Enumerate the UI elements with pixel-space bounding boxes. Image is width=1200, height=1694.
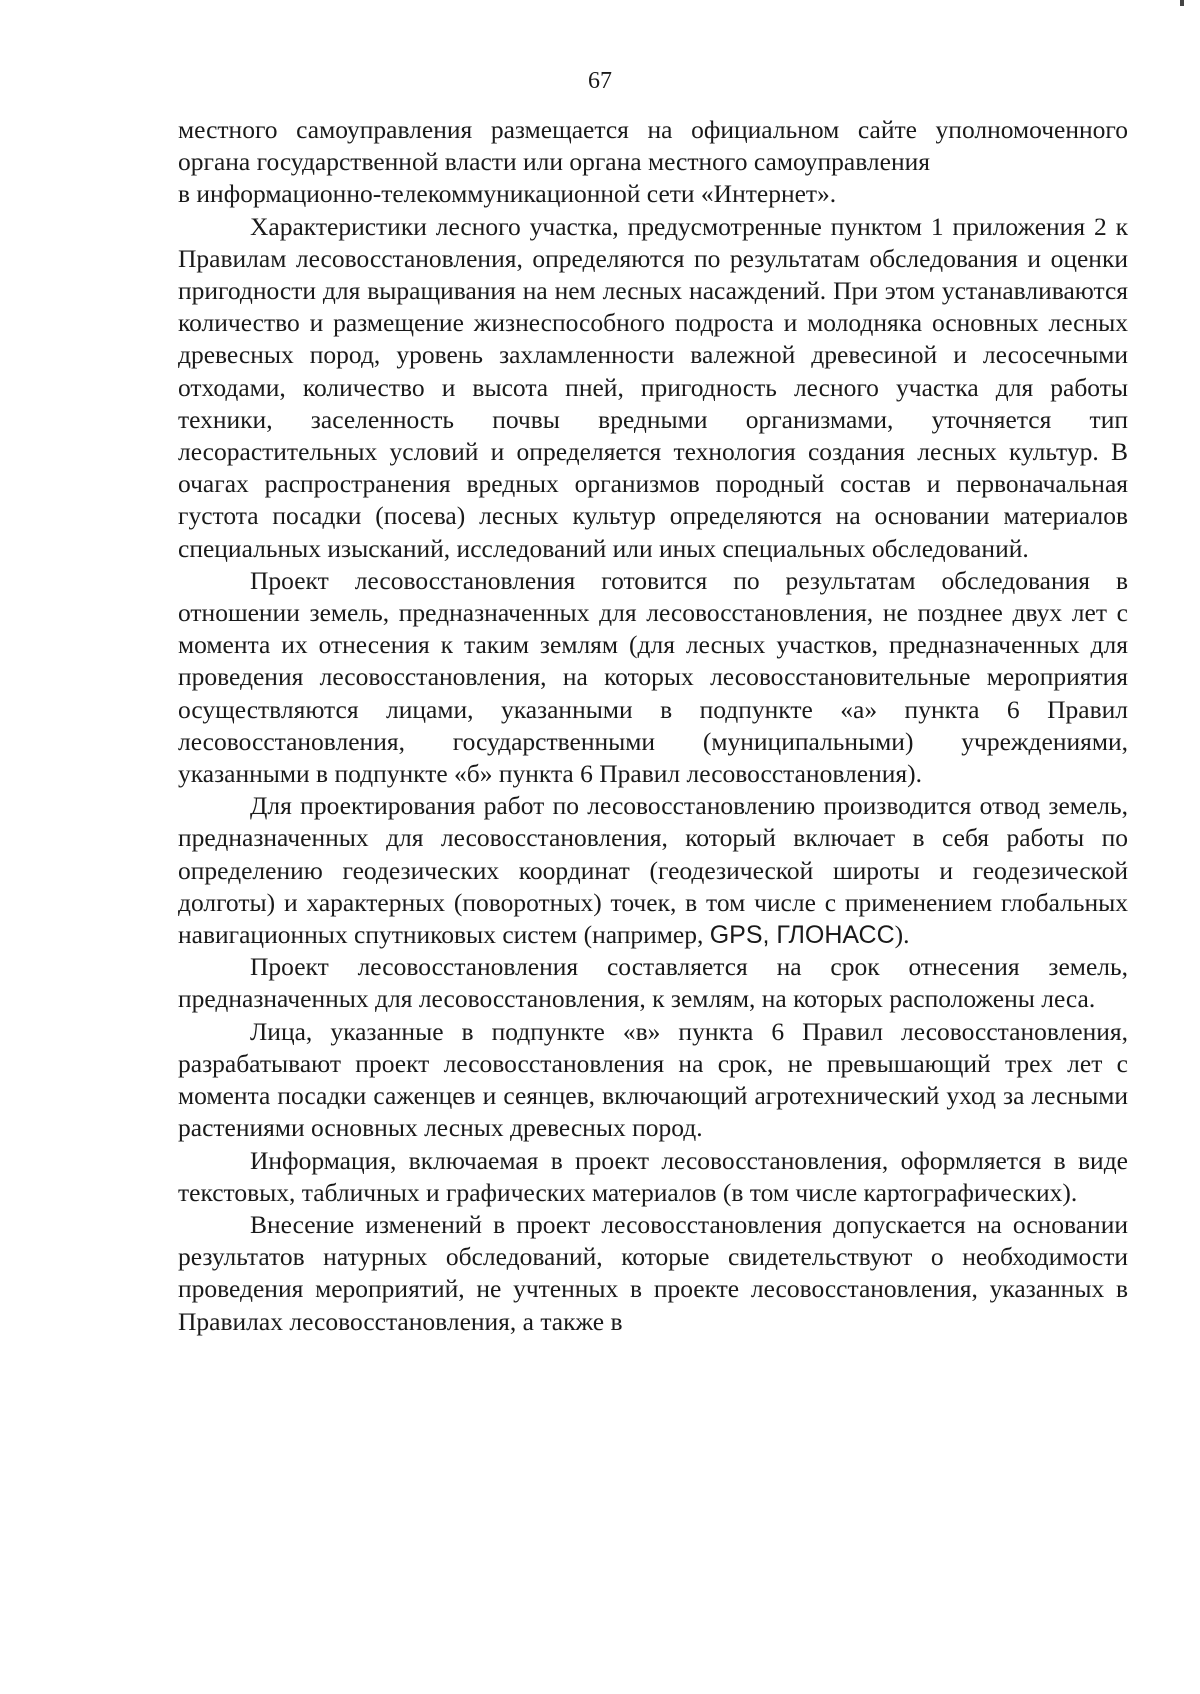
paragraph-land-allocation <box>178 790 1128 951</box>
paragraph-continuation-line: в информационно-телекоммуникационной сети «Интернет». <box>178 179 837 209</box>
scan-corner-mark <box>1180 0 1184 6</box>
document-body <box>178 114 1128 1338</box>
navigation-systems-text: GPS, ГЛОНАСС <box>709 921 895 950</box>
paragraph-land-allocation-text: Для проектирования работ по лесовосстановлению производится отвод земель, предназначенных для лесовосстановления, который включает в себя работы по определению геодезических координат (геодезической широты и геодезической долготы) и характерных (поворотных) точек, в том числе с применением глобальных навигационных спутниковых систем (например, <box>178 791 1128 950</box>
paragraph-project-information: Информация, включаемая в проект лесовосстановления, оформляется в виде текстовых, табличных и графических материалов (в том числе картографических). <box>178 1145 1128 1207</box>
paragraph-site-characteristics: Характеристики лесного участка, предусмотренные пунктом 1 приложения 2 к Правилам лесовосстановления, определяются по результатам обследования и оценки пригодности для выращивания на нем лесных насаждений. При этом устанавливаются количество и размещение жизнеспособного подроста и молодняка основных лесных древесных пород, уровень захламленности валежной древесиной и лесосечными отходами, количество и высота пней, пригодность лесного участка для работы техники, заселенность почвы вредными организмами, уточняется тип лесорастительных условий и определяется технология создания лесных культур. В очагах распространения вредных организмов породный состав и первоначальная густота посадки (посева) лесных культур определяются на основании материалов специальных изысканий, исследований или иных специальных обследований. <box>178 211 1128 563</box>
paragraph-persons-project: Лица, указанные в подпункте «в» пункта 6 Правил лесовосстановления, разрабатывают проект лесовосстановления на срок, не превышающий трех лет с момента посадки саженцев и сеянцев, включающий агротехнический уход за лесными растениями основных лесных древесных пород. <box>178 1016 1128 1143</box>
page-number: 67 <box>588 68 612 94</box>
paragraph-land-allocation-end: ). <box>894 920 910 950</box>
paragraph-continuation: местного самоуправления размещается на официальном сайте уполномоченного органа государственной власти или органа местного самоуправления <box>178 115 1128 177</box>
paragraph-project-term: Проект лесовосстановления составляется на срок отнесения земель, предназначенных для лесовосстановления, к землям, на которых расположены леса. <box>178 952 1128 1014</box>
paragraph-project-preparation: Проект лесовосстановления готовится по результатам обследования в отношении земель, предназначенных для лесовосстановления, не позднее двух лет с момента их отнесения к таким землям (для лесных участков, предназначенных для проведения лесовосстановления, на которых лесовосстановительные мероприятия осуществляются лицами, указанными в подпункте «а» пункта 6 Правил лесовосстановления, государственными (муниципальными) учреждениями, указанными в подпункте «б» пункта 6 Правил лесовосстановления). <box>178 565 1128 789</box>
paragraph-project-changes: Внесение изменений в проект лесовосстановления допускается на основании результатов натурных обследований, которые свидетельствуют о необходимости проведения мероприятий, не учтенных в проекте лесовосстановления, указанных в Правилах лесовосстановления, а также в <box>178 1209 1128 1336</box>
